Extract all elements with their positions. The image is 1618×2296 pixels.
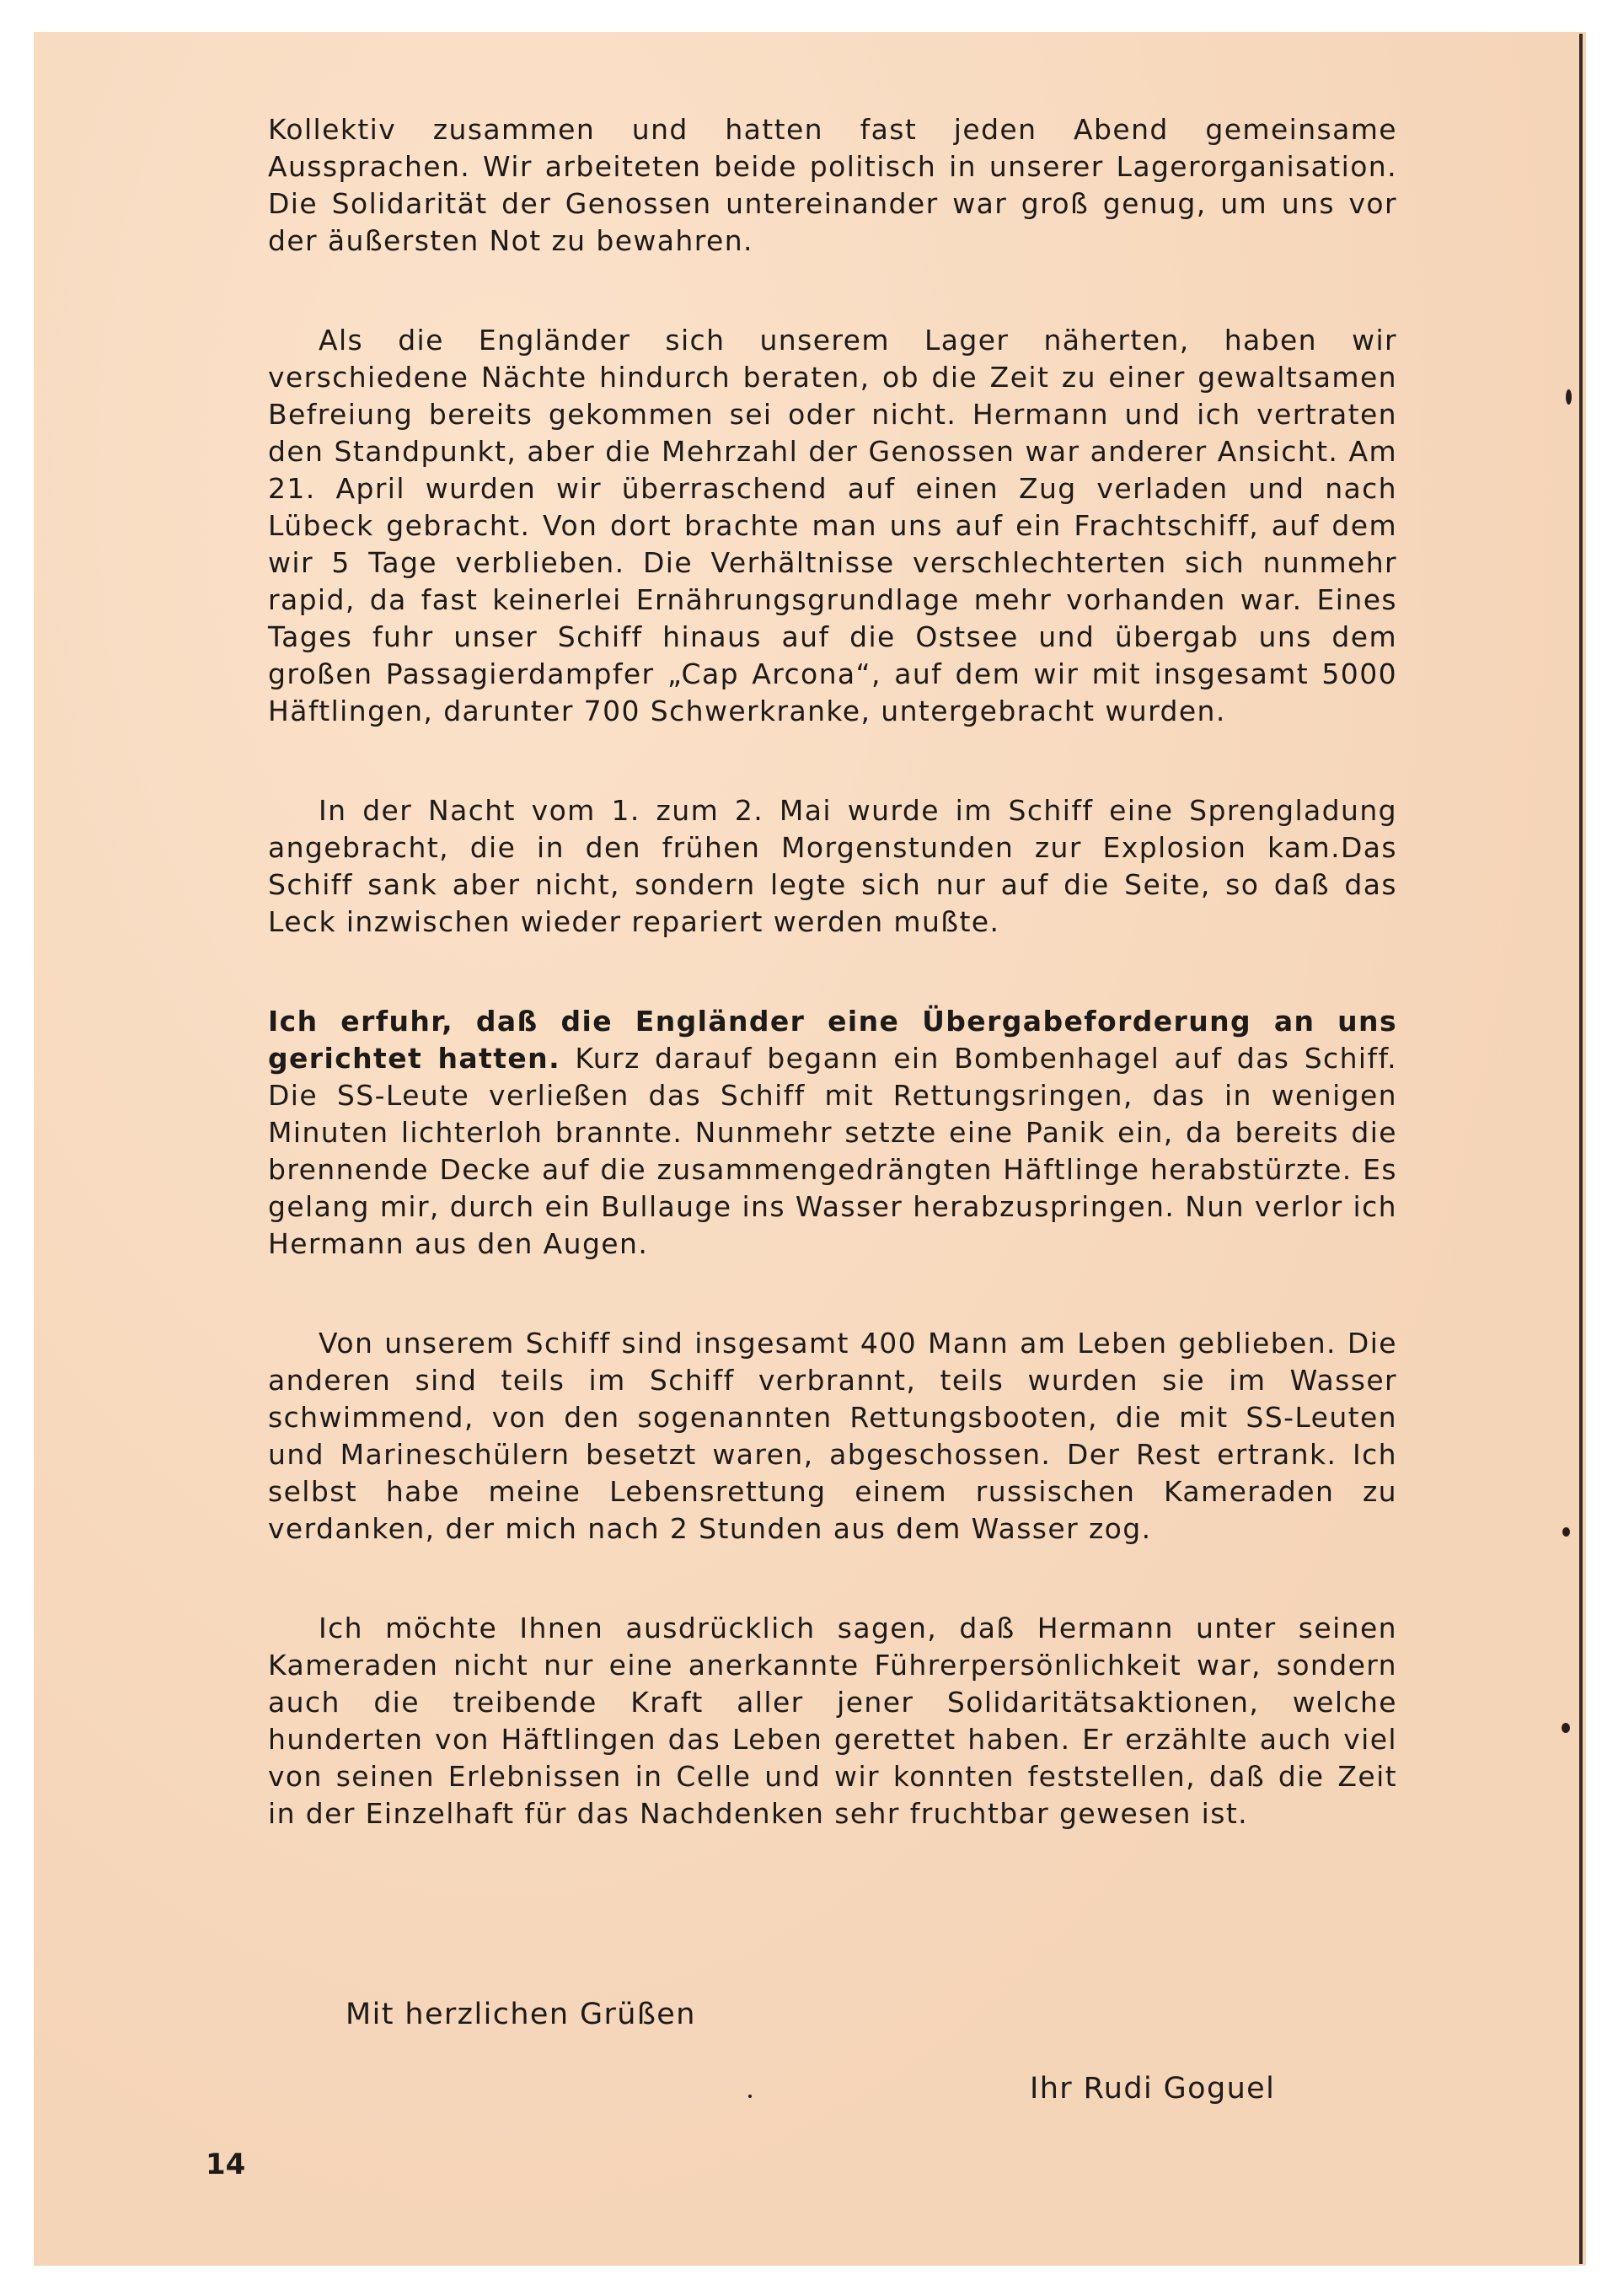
ink-speck <box>1566 389 1572 405</box>
paragraph-3: In der Nacht vom 1. zum 2. Mai wurde im Schiff eine Sprengladung angebracht, die in den frühen Morgenstunden zur Explosion kam.Das Schiff sank aber nicht, sondern legte sich nur auf die Seite, so daß das Leck inzwischen wieder repariert werden mußte. <box>268 794 1397 938</box>
signature: Ihr Rudi Goguel <box>1030 2072 1276 2106</box>
paragraph-4 <box>268 1003 1397 1263</box>
paragraph-4-text: Kurz darauf begann ein Bombenhagel auf das Schiff. Die SS-Leute verließen das Schiff mit Rettungsringen, das in wenigen Minuten lichterloh brannte. Nunmehr setzte eine Panik ein, da bereits die brennende Decke auf die zusammengedrängten Häftlinge herabstürzte. Es gelang mir, durch ein Bullauge ins Wasser herabzuspringen. Nun verlor ich Hermann aus den Augen. <box>268 1042 1397 1260</box>
paragraph-4-bold: Ich erfuhr, daß die Engländer eine Übergabeforderung an uns gerichtet hatten. <box>268 1005 1397 1075</box>
paragraph-5: Von unserem Schiff sind insgesamt 400 Mann am Leben geblieben. Die anderen sind teils im Schiff verbrannt, teils wurden sie im Wasser schwimmend, von den sogenannten Rettungsbooten, die mit SS-Leuten und Marineschülern besetzt waren, abgeschossen. Der Rest ertrank. Ich selbst habe meine Lebensrettung einem russischen Kameraden zu verdanken, der mich nach 2 Stunden aus dem Wasser zog. <box>268 1327 1397 1545</box>
page-number: 14 <box>206 2148 246 2181</box>
ink-speck <box>1562 1527 1570 1537</box>
page-edge-shadow <box>1579 34 1583 2264</box>
paragraph-1: Kollektiv zusammen und hatten fast jeden Abend gemeinsame Aussprachen. Wir arbeiteten beide politisch in unserer Lagerorganisation. Die Solidarität der Genossen untereinander war groß genug, um uns vor der äußersten Not zu bewahren. <box>268 113 1397 257</box>
body-text <box>268 111 1397 1895</box>
paragraph-6: Ich möchte Ihnen ausdrücklich sagen, daß Hermann unter seinen Kameraden nicht nur eine anerkannte Führerpersönlichkeit war, sondern auch die treibende Kraft aller jener Solidaritätsaktionen, welche hunderten von Häftlingen das Leben gerettet haben. Er erzählte auch viel von seinen Erlebnissen in Celle und wir konnten feststellen, daß die Zeit in der Einzelhaft für das Nachdenken sehr fruchtbar gewesen ist. <box>268 1612 1397 1830</box>
closing-greeting: Mit herzlichen Grüßen <box>346 1998 696 2031</box>
ink-speck <box>1562 1723 1570 1733</box>
paragraph-2: Als die Engländer sich unserem Lager näherten, haben wir verschiedene Nächte hindurch beraten, ob die Zeit zu einer gewaltsamen Befreiung bereits gekommen sei oder nicht. Hermann und ich vertraten den Standpunkt, aber die Mehrzahl der Genossen war anderer Ansicht. Am 21. April wurden wir überraschend auf einen Zug verladen und nach Lübeck gebracht. Von dort brachte man uns auf ein Frachtschiff, auf dem wir 5 Tage verblieben. Die Verhältnisse verschlechterten sich nunmehr rapid, da fast keinerlei Ernährungsgrundlage mehr vorhanden war. Eines Tages fuhr unser Schiff hinaus auf die Ostsee und übergab uns dem großen Passagierdampfer „Cap Arcona“, auf dem wir mit insgesamt 5000 Häftlingen, darunter 700 Schwerkranke, untergebracht wurden. <box>268 324 1397 727</box>
ink-speck <box>748 2095 752 2098</box>
